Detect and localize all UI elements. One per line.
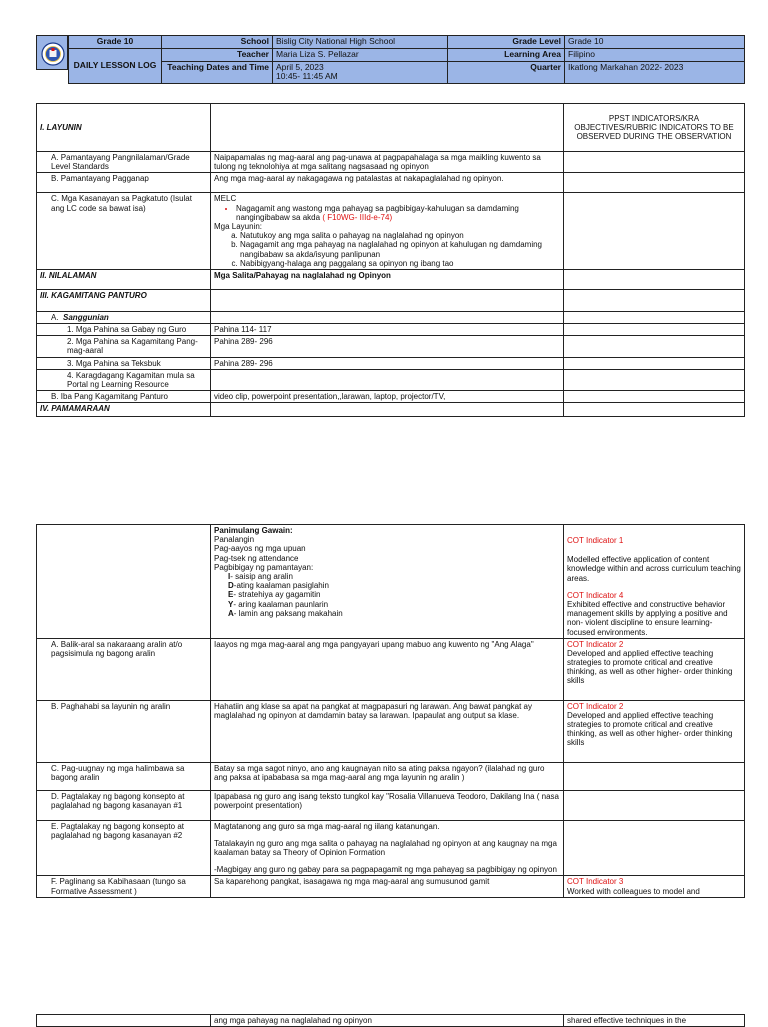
dates-value: April 5, 2023 10:45- 11:45 AM <box>273 61 448 84</box>
competency-label: C. Mga Kasanayan sa Pagkatuto (Isulat ang LC code sa bawat isa) <box>37 193 211 270</box>
guro-pages-label: 1. Mga Pahina sa Gabay ng Guro <box>37 324 211 336</box>
objective-item: b. Nagagamit ang mga pahayag na naglalahad ng opinyon at kahulugan ng damdaming nangibabaw sa akda/isyung panlipunan <box>240 240 560 258</box>
cot-indicator-4: COT Indicator 4 <box>567 590 624 600</box>
nilalaman-text: Mga Salita/Pahayag na naglalahad ng Opinyon <box>211 269 564 289</box>
layunin-heading: I. LAYUNIN <box>37 104 211 152</box>
grade-level-value: Grade 10 <box>565 36 745 49</box>
paglinang-label: F. Paglinang sa Kabihasaan (tungo sa Formative Assessment ) <box>37 876 211 897</box>
pag-uugnay-label: C. Pag-uugnay ng mga halimbawa sa bagong aralin <box>37 762 211 790</box>
panimula-cell: Panimulang Gawain: Panalangin Pag-aayos ng mga upuan Pag-tsek ng attendance Pagbibigay ng pamantayan: I- saisip ang aralin D-ating kaalaman pasiglahin E- stratehiya ay gagamitin Y- aring kaalaman paunlarin A- lamin ang paksang makahain <box>211 525 564 639</box>
cot-cell-intro: COT Indicator 1 Modelled effective application of content knowledge within and across curriculum teaching areas. COT Indicator 4 Exhibited effective and constructive behavior management skills by applying a positive and non- violent discipline to ensure learning- focused environments. <box>564 525 745 639</box>
guro-pages-value: Pahina 114- 117 <box>211 324 564 336</box>
dates-label: Teaching Dates and Time <box>162 61 273 84</box>
balik-aral-text: Iaayos ng mga mag-aaral ang mga pangyayari upang mabuo ang kuwento ng "Ang Alaga" <box>211 638 564 700</box>
pagtalakay-2-cell: Magtatanong ang guro sa mga mag-aaral ng iilang katanungan. Tatalakayin ng guro ang mga salita o pahayag na naglalahad ng opinyon at ang kaugnay na mga kaalaman batay sa Theory of Opinion Formation -Magbigay ang guro ng gabay para sa pagpapagamit ng mga pahayag sa pagbibigay ng opinyon <box>211 820 564 876</box>
balik-aral-label: A. Balik-aral sa nakaraang aralin at/o pagsisimula ng bagong aralin <box>37 638 211 700</box>
portal-label: 4. Karagdagang Kagamitan mula sa Portal ng Learning Resource <box>37 369 211 390</box>
logo-cell <box>36 35 68 70</box>
log-title: DAILY LESSON LOG <box>69 48 162 83</box>
paglinang-text: Sa kaparehong pangkat, isasagawa ng mga mag-aaral ang sumusunod gamit <box>211 876 564 897</box>
pagtalakay-1-label: D. Pagtalakay ng bagong konsepto at paglalahad ng bagong kasanayan #1 <box>37 790 211 820</box>
grade-level-label: Grade Level <box>448 36 565 49</box>
pagtalakay-2-label: E. Pagtalakay ng bagong konsepto at paglalahad ng bagong kasanayan #2 <box>37 820 211 876</box>
acronym-line: D-ating kaalaman pasiglahin <box>228 581 329 591</box>
objective-item: a. Natutukoy ang mga salita o pahayag na naglalahad ng opinyon <box>240 231 560 240</box>
pagtalakay-1-text: Ipapabasa ng guro ang isang teksto tungkol kay "Rosalia Villanueva Teodoro, Dakilang Ina ( nasa powerpoint presentation) <box>211 790 564 820</box>
iba-pang-label: B. Iba Pang Kagamitang Panturo <box>37 391 211 403</box>
learning-area-label: Learning Area <box>448 48 565 61</box>
lesson-table-1 <box>36 103 745 417</box>
quarter-value: Ikatlong Markahan 2022- 2023 <box>565 61 745 84</box>
school-value: Bislig City National High School <box>273 36 448 49</box>
melc-label: MELC <box>214 194 237 204</box>
grade-title: Grade 10 <box>69 36 162 49</box>
paghahabi-label: B. Paghahabi sa layunin ng aralin <box>37 700 211 762</box>
paghahabi-text: Hahatiin ang klase sa apat na pangkat at magpapasuri ng larawan. Ang bawat pangkat ay maglalahad ng opinyon at damdamin batay sa larawan. Ipapaulat ang output sa klase. <box>211 700 564 762</box>
kagamitan-heading: III. KAGAMITANG PANTURO <box>37 289 211 311</box>
continuation-cot: shared effective techniques in the <box>564 1015 745 1027</box>
lesson-table-3 <box>36 1014 745 1027</box>
standard-a-label: A. Pamantayang Pangnilalaman/Grade Level Standards <box>37 152 211 173</box>
school-label: School <box>162 36 273 49</box>
competency-cell <box>211 193 564 270</box>
acronym-line: E- stratehiya ay gagamitin <box>228 590 321 600</box>
teacher-label: Teacher <box>162 48 273 61</box>
acronym-line: Y- aring kaalaman paunlarin <box>228 599 329 609</box>
cot-indicator-2: COT Indicator 2 <box>567 639 624 649</box>
teksbuk-pages-value: Pahina 289- 296 <box>211 357 564 369</box>
acronym-line: A- lamin ang paksang makahain <box>228 608 343 618</box>
continuation-text: ang mga pahayag na naglalahad ng opinyon <box>211 1015 564 1027</box>
iba-pang-value: video clip, powerpoint presentation,,larawan, laptop, projector/TV, <box>211 391 564 403</box>
cot-indicator-1: COT Indicator 1 <box>567 536 624 545</box>
teksbuk-pages-label: 3. Mga Pahina sa Teksbuk <box>37 357 211 369</box>
standard-b-text: Ang mga mag-aaral ay nakagagawa ng patalastas at nakapaglalahad ng opinyon. <box>211 173 564 193</box>
melc-code: ( F10WG- IIId-e-74) <box>322 212 393 222</box>
teacher-value: Maria Liza S. Pellazar <box>273 48 448 61</box>
deped-seal-icon <box>37 36 69 71</box>
mag-aaral-pages-value: Pahina 289- 296 <box>211 336 564 357</box>
nilalaman-heading: II. NILALAMAN <box>37 269 211 289</box>
ppst-heading: PPST INDICATORS/KRA OBJECTIVES/RUBRIC INDICATORS TO BE OBSERVED DURING THE OBSERVATION <box>564 104 745 152</box>
objective-item: c. Nabibigyang-halaga ang paggalang sa opinyon ng ibang tao <box>240 259 560 268</box>
cot-indicator-2: COT Indicator 2 <box>567 701 624 711</box>
quarter-label: Quarter <box>448 61 565 84</box>
pamamaraan-heading: IV. PAMAMARAAN <box>37 403 211 417</box>
lesson-table-2: Panimulang Gawain: Panalangin Pag-aayos ng mga upuan Pag-tsek ng attendance Pagbibigay ng pamantayan: I- saisip ang aralin D-ating kaalaman pasiglahin E- stratehiya ay gagamitin Y- aring kaalaman paunlarin A- lamin ang paksang makahain COT Indicator 1 Modelled effective application of content knowledge within and across curriculum teaching areas. COT Indicator 4 Exhibited effective and constructive behavior management skills by applying a positive and non- violent discipline to ensure learning- focused environments. A. Balik-aral sa nakaraang aralin at/o pagsisimula ng bagong aralin Iaayos ng mga mag-aaral ang mga pangyayari upang mabuo ang kuwento ng "Ang Alaga" COT Indicator 2 Developed and applied effective teaching strategies to promote critical and creative thinking, as well as other higher- order thinking skills B. Paghahabi sa layunin ng aralin Hahatiin ang klase sa apat na pangkat at magpapasuri ng larawan. Ang bawat pangkat ay maglalahad ng opinyon at damdamin batay sa larawan. Ipapaulat ang output sa klase. COT Indicator 2 Developed and applied effective teaching strategies to promote critical and creative thinking, as well as other higher- order thinking skills C. Pag-uugnay ng mga halimbawa sa bagong aralin Batay sa mga sagot ninyo, ano ang kaugnayan nito sa ating paksa ngayon? (ilalahad ng guro ang paksa at ipababasa sa mga mag-aaral ang mga layunin ng aralin ) D. Pagtalakay ng bagong konsepto at paglalahad ng bagong kasanayan #1 Ipapabasa ng guro ang isang teksto tungkol kay "Rosalia Villanueva Teodoro, Dakilang Ina ( nasa powerpoint presentation) E. Pagtalakay ng bagong konsepto at paglalahad ng bagong kasanayan #2 Magtatanong ang guro sa mga mag-aaral ng iilang katanungan. Tatalakayin ng guro ang mga salita o pahayag na naglalahad ng opinyon at ang kaugnay na mga kaalaman batay sa Theory of Opinion Formation -Magbigay ang guro ng gabay para sa pagpapagamit ng mga pahayag sa pagbibigay ng opinyon F. Paglinang sa Kabihasaan (tungo sa Formative Assessment ) Sa kaparehong pangkat, isasagawa ng mga mag-aaral ang sumusunod gamit COT Indicator 3 Worked with colleagues to model and <box>36 524 745 898</box>
acronym-line: I- saisip ang aralin <box>228 571 293 581</box>
panimula-heading: Panimulang Gawain: <box>214 526 293 535</box>
learning-area-value: Filipino <box>565 48 745 61</box>
pag-uugnay-text: Batay sa mga sagot ninyo, ano ang kaugnayan nito sa ating paksa ngayon? (ilalahad ng guro ang paksa at ipababasa sa mga mag-aaral ang mga layunin ng aralin ) <box>211 762 564 790</box>
cot-indicator-3: COT Indicator 3 <box>567 877 624 887</box>
mag-aaral-pages-label: 2. Mga Pahina sa Kagamitang Pang-mag-aaral <box>37 336 211 357</box>
header-table <box>68 35 745 84</box>
sanggunian-label: A. Sanggunian <box>37 311 211 323</box>
standard-b-label: B. Pamantayang Pagganap <box>37 173 211 193</box>
melc-item: Nagagamit ang wastong mga pahayag sa pagbibigay-kahulugan sa damdaming nangingibabaw sa akda <box>236 203 519 222</box>
objectives-heading: Mga Layunin: <box>214 221 263 231</box>
standard-a-text: Naipapamalas ng mag-aaral ang pag-unawa at pagpapahalaga sa mga maikling kuwento sa tulong ng teknolohiya at mga salitang nagsasaad ng opinyon <box>211 152 564 173</box>
